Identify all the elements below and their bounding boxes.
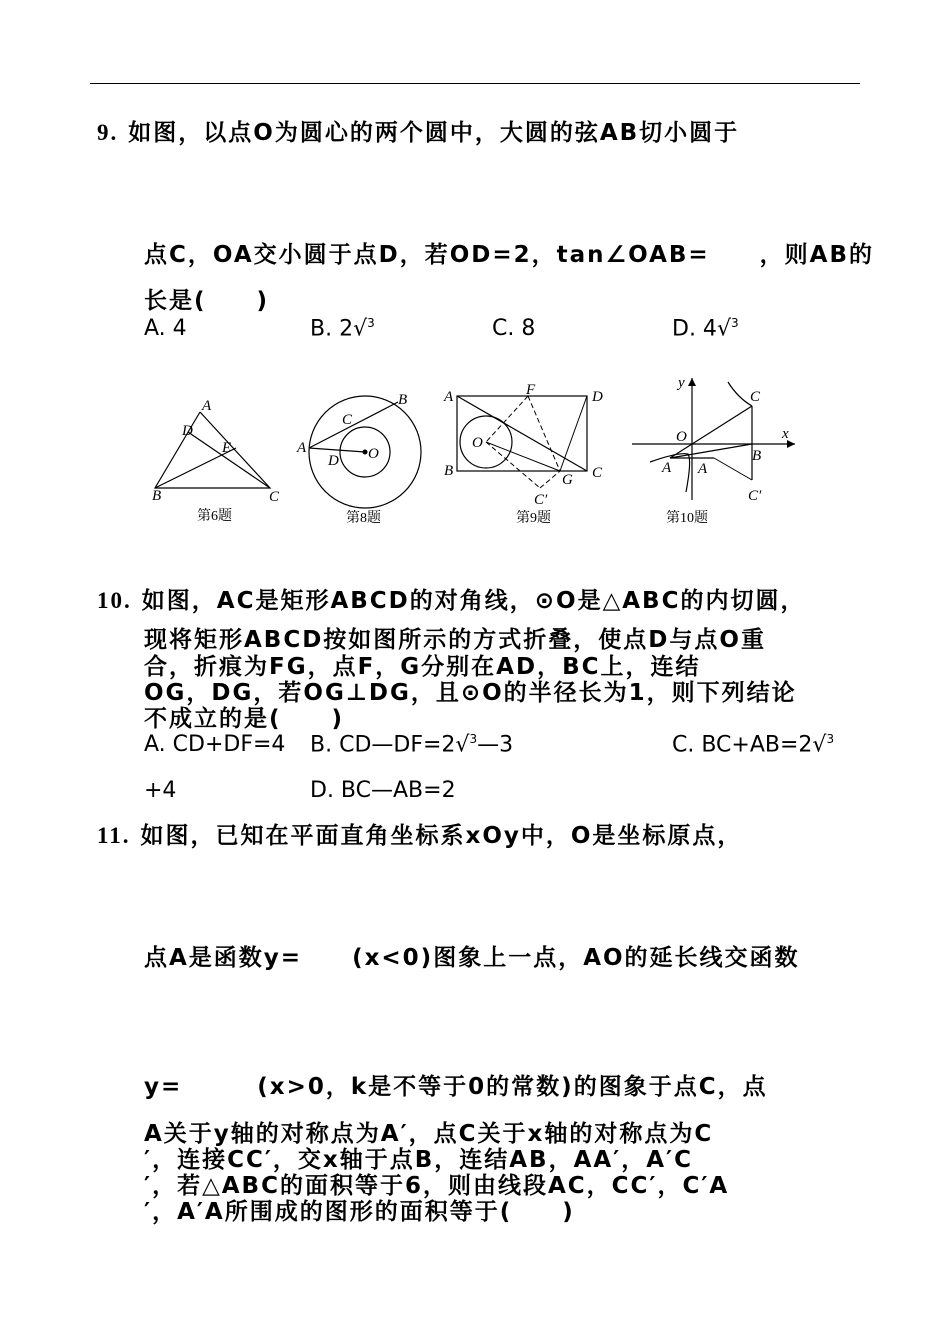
- q10-line2: 现将矩形ABCD按如图所示的方式折叠，使点D与点O重: [144, 627, 766, 653]
- q9-option-a: A. 4: [144, 316, 187, 341]
- q11-text-1: 如图，已知在平面直角坐标系xOy中，O是坐标原点，: [140, 823, 743, 849]
- sqrt-icon: √: [716, 316, 731, 342]
- q9-line2: 点C，OA交小圆于点D，若OD=2，tan∠OAB= ，则AB的: [144, 242, 875, 268]
- fig10-label-c: C: [750, 389, 761, 405]
- q9-text-1: 如图，以点O为圆心的两个圆中，大圆的弦AB切小圆于: [128, 120, 740, 146]
- fig9-label-c-prime: C′: [534, 492, 548, 508]
- fig10-label-x: x: [782, 426, 789, 442]
- q11-number: 11.: [97, 823, 131, 848]
- fig8-caption: 第8题: [346, 511, 381, 526]
- fig8-label-o: O: [368, 446, 379, 462]
- q10-option-b-sup: 3: [469, 732, 478, 746]
- fig6-label-c: C: [269, 489, 280, 505]
- fig9-label-d: D: [592, 389, 603, 405]
- fig9-label-c: C: [592, 465, 603, 481]
- fig10-label-c-prime: C′: [748, 488, 762, 504]
- fig9-label-f: F: [526, 382, 536, 398]
- figure-9: [443, 382, 603, 526]
- figure-8: [296, 392, 421, 526]
- q11-line4: A关于y轴的对称点为A′，点C关于x轴的对称点为C: [144, 1121, 714, 1147]
- fig9-label-g: G: [562, 472, 573, 488]
- q10-option-c: [672, 732, 834, 757]
- q10-option-b-pre: B. CD—DF=2: [310, 732, 456, 758]
- q9-line1: [97, 114, 739, 147]
- q11-line7: ′，A′A所围成的图形的面积等于( ): [144, 1199, 575, 1225]
- q11-line6: ′，若△ABC的面积等于6，则由线段AC，CC′，C′A: [144, 1173, 730, 1199]
- q11-line3: y= (x>0，k是不等于0的常数)的图象于点C，点: [144, 1074, 768, 1100]
- q9-option-d-label: D. 4: [672, 316, 717, 342]
- sqrt-icon: √: [812, 732, 827, 758]
- q10-option-c-pre: C. BC+AB=2: [672, 732, 813, 758]
- q10-line4: OG，DG，若OG⊥DG，且⊙O的半径长为1，则下列结论: [144, 680, 797, 706]
- fig6-label-d: D: [182, 423, 193, 439]
- q10-option-a: A. CD+DF=4: [144, 732, 286, 757]
- q9-option-d-sup: 3: [730, 316, 739, 330]
- fig10-label-a-prime: A: [698, 461, 708, 477]
- q9-line3: 长是( ): [144, 288, 270, 314]
- fig6-label-b: B: [152, 488, 162, 504]
- q9-option-b-label: B. 2: [310, 316, 354, 342]
- q10-text-1: 如图，AC是矩形ABCD的对角线，⊙O是△ABC的内切圆，: [141, 588, 806, 614]
- fig10-label-b: B: [752, 448, 762, 464]
- fig10-label-y: y: [678, 375, 685, 391]
- q11-line1: [97, 817, 742, 850]
- q11-line2: 点A是函数y= (x<0)图象上一点，AO的延长线交函数: [144, 945, 800, 971]
- figure-6: [152, 398, 280, 524]
- sqrt-icon: √: [455, 732, 470, 758]
- q9-number: 9.: [97, 120, 119, 145]
- q10-option-b: [310, 732, 513, 757]
- fig8-label-d: D: [328, 453, 339, 469]
- q10-option-c-continued: +4: [144, 778, 177, 803]
- q10-number: 10.: [97, 588, 132, 613]
- q10-option-b-post: —3: [477, 732, 514, 758]
- q10-line1: [97, 582, 805, 615]
- fig10-caption: 第10题: [666, 511, 708, 526]
- fig8-label-c: C: [342, 412, 353, 428]
- fig9-caption: 第9题: [516, 511, 551, 526]
- figure-10: [632, 375, 795, 526]
- q9-option-d: [672, 316, 739, 341]
- sqrt-icon: √: [353, 316, 368, 342]
- fig8-label-a: A: [297, 440, 307, 456]
- fig9-label-a: A: [444, 389, 454, 405]
- q10-option-d: D. BC—AB=2: [310, 778, 456, 803]
- q11-line5: ′，连接CC′，交x轴于点B，连结AB，AA′，A′C: [144, 1147, 693, 1173]
- q9-option-b-sup: 3: [367, 316, 375, 330]
- q9-option-c: C. 8: [492, 316, 536, 341]
- fig6-label-e: E: [222, 440, 232, 456]
- fig10-label-a: A: [662, 460, 672, 476]
- fig6-caption: 第6题: [197, 509, 232, 524]
- fig9-label-o: O: [472, 435, 483, 451]
- figures-row: [140, 370, 820, 530]
- q9-option-b: [310, 316, 375, 341]
- header-rule: [90, 83, 860, 84]
- q10-line5: 不成立的是( ): [144, 706, 345, 732]
- fig6-label-a: A: [202, 398, 212, 414]
- q10-line3: 合，折痕为FG，点F，G分别在AD，BC上，连结: [144, 654, 701, 680]
- q10-option-c-sup: 3: [826, 732, 835, 746]
- fig8-label-b: B: [398, 392, 408, 408]
- fig9-label-b: B: [444, 463, 454, 479]
- fig10-label-o: O: [676, 429, 687, 445]
